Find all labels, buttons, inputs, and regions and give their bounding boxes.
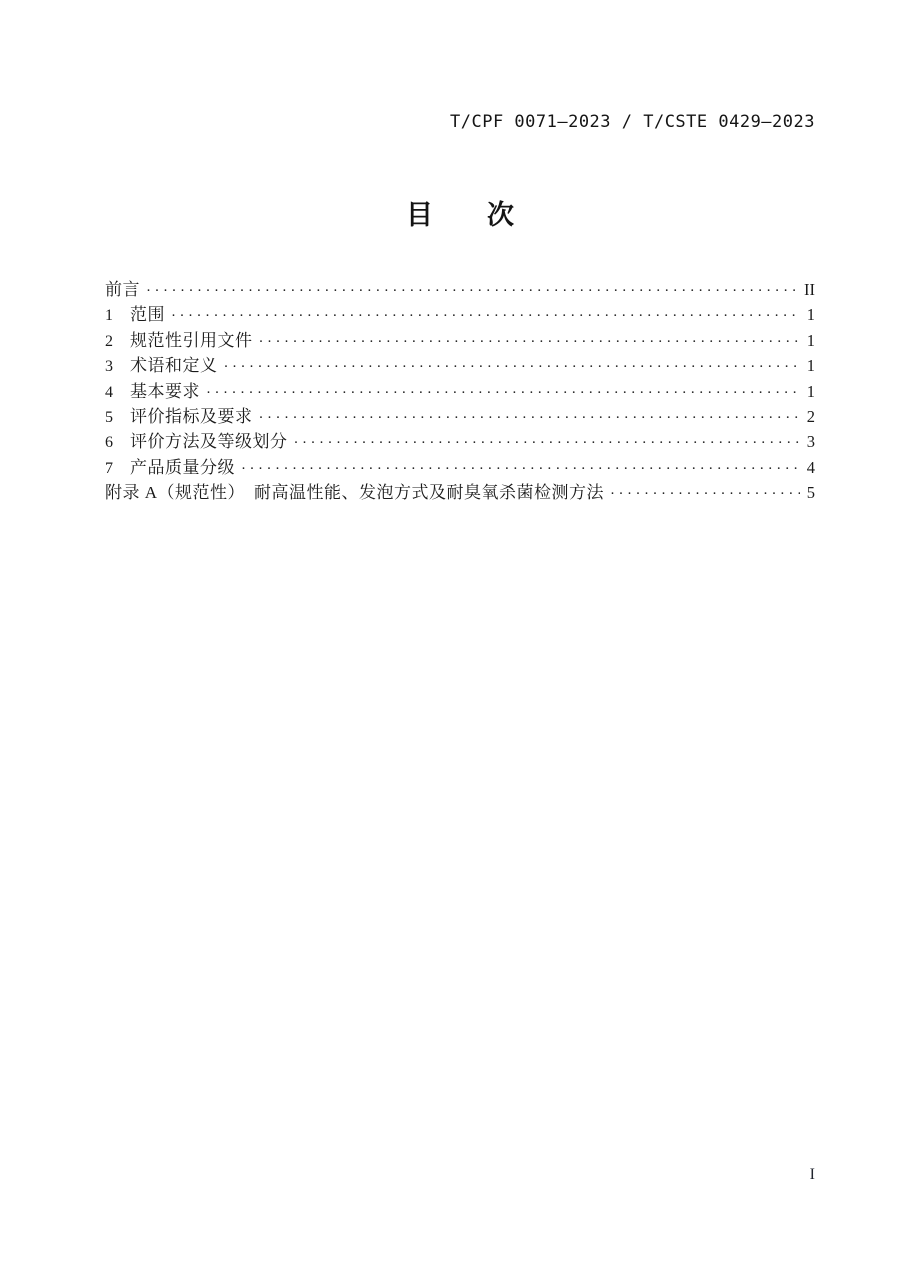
toc-entry-label: 产品质量分级 xyxy=(130,457,235,477)
toc-entry-number: 3 xyxy=(105,358,113,376)
toc-leader-dots xyxy=(206,379,800,406)
toc-entry-label: 前言 xyxy=(105,280,140,299)
toc-entry-page: 1 xyxy=(806,305,815,325)
toc-entry-number: 1 xyxy=(105,307,113,325)
toc-leader-dots xyxy=(146,277,800,304)
toc-entry-appendix-a xyxy=(105,480,815,505)
toc-entry-page: 1 xyxy=(806,356,815,376)
toc-entry-page: 2 xyxy=(806,406,815,426)
toc-entry-number: 6 xyxy=(105,434,113,452)
page-footer xyxy=(105,1166,815,1184)
toc-leader-dots xyxy=(259,404,801,431)
toc-entry-page: 4 xyxy=(806,457,815,477)
toc-entry-foreword xyxy=(105,277,815,302)
toc-entry-6 xyxy=(105,429,815,454)
toc-leader-dots xyxy=(259,328,801,355)
toc-entry-label: 评价指标及要求 xyxy=(130,406,253,426)
page-title: 目 次 xyxy=(406,200,514,230)
toc-leader-dots xyxy=(224,353,801,380)
standard-number-text: T/CPF 0071—2023 / T/CSTE 0429—2023 xyxy=(450,112,815,132)
toc-entry-label: 规范性引用文件 xyxy=(130,330,253,350)
toc-entry-label: 评价方法及等级划分 xyxy=(130,432,288,452)
toc-entry-page: II xyxy=(804,280,815,299)
toc-entry-1 xyxy=(105,302,815,327)
toc-leader-dots xyxy=(294,429,801,456)
toc-entry-label: 基本要求 xyxy=(130,381,200,401)
toc-entry-number: 4 xyxy=(105,383,113,401)
toc-leader-dots xyxy=(171,302,800,329)
toc-entry-page: 1 xyxy=(806,330,815,350)
toc-entry-7 xyxy=(105,455,815,480)
toc-entry-label: 附录 A（规范性） 耐高温性能、发泡方式及耐臭氧杀菌检测方法 xyxy=(105,483,605,503)
toc-entry-number: 7 xyxy=(105,459,113,477)
toc-entry-3 xyxy=(105,353,815,378)
toc-leader-dots xyxy=(241,455,800,482)
document-header xyxy=(105,112,815,132)
toc-entry-2 xyxy=(105,328,815,353)
toc-entry-label: 术语和定义 xyxy=(130,356,218,376)
toc-entry-5 xyxy=(105,404,815,429)
toc-entry-number: 5 xyxy=(105,408,113,426)
toc-entry-number: 2 xyxy=(105,332,113,350)
toc-entry-page: 3 xyxy=(806,432,815,452)
table-of-contents xyxy=(105,277,815,506)
footer-page-number: I xyxy=(809,1166,815,1183)
toc-leader-dots xyxy=(610,480,800,507)
toc-entry-4 xyxy=(105,379,815,404)
toc-entry-page: 5 xyxy=(806,483,815,503)
toc-entry-page: 1 xyxy=(806,381,815,401)
toc-entry-label: 范围 xyxy=(130,305,165,325)
